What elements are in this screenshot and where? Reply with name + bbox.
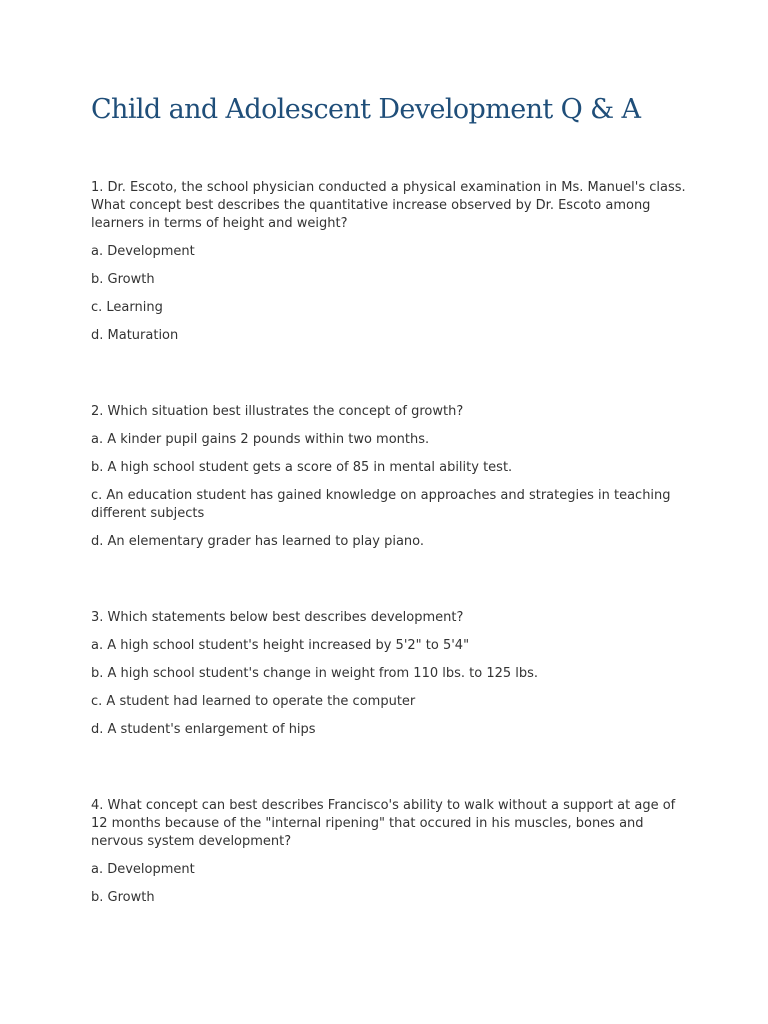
answer-option: a. A kinder pupil gains 2 pounds within two months. (91, 432, 430, 447)
answer-option: a. Development (91, 862, 195, 877)
question-text: 3. Which statements below best describes development? (91, 610, 464, 625)
answer-option: d. Maturation (91, 328, 179, 343)
answer-option: b. A high school student's change in weight from 110 lbs. to 125 lbs. (91, 666, 539, 681)
page-title: Child and Adolescent Development Q & A (91, 94, 641, 125)
answer-option: b. A high school student gets a score of 85 in mental ability test. (91, 460, 513, 475)
question-2 (91, 403, 691, 561)
question-text: 2. Which situation best illustrates the concept of growth? (91, 404, 464, 419)
question-3 (91, 609, 691, 749)
answer-option: a. A high school student's height increased by 5'2" to 5'4" (91, 638, 470, 653)
answer-option: c. A student had learned to operate the computer (91, 694, 416, 709)
answer-option: d. An elementary grader has learned to play piano. (91, 534, 425, 549)
answer-option: c. An education student has gained knowledge on approaches and strategies in teaching different subjects (91, 488, 671, 521)
answer-option: b. Growth (91, 272, 155, 287)
question-text: 4. What concept can best describes Francisco's ability to walk without a support at age of 12 months because of the "internal ripening" that occured in his muscles, bones and nervous system development? (91, 798, 676, 849)
question-text: 1. Dr. Escoto, the school physician conducted a physical examination in Ms. Manuel's class. What concept best describes the quantitative increase observed by Dr. Escoto among learners in terms of height and weight? (91, 180, 686, 231)
question-1 (91, 179, 691, 355)
question-4 (91, 797, 691, 917)
answer-option: b. Growth (91, 890, 155, 905)
answer-option: a. Development (91, 244, 195, 259)
answer-option: c. Learning (91, 300, 163, 315)
answer-option: d. A student's enlargement of hips (91, 722, 316, 737)
